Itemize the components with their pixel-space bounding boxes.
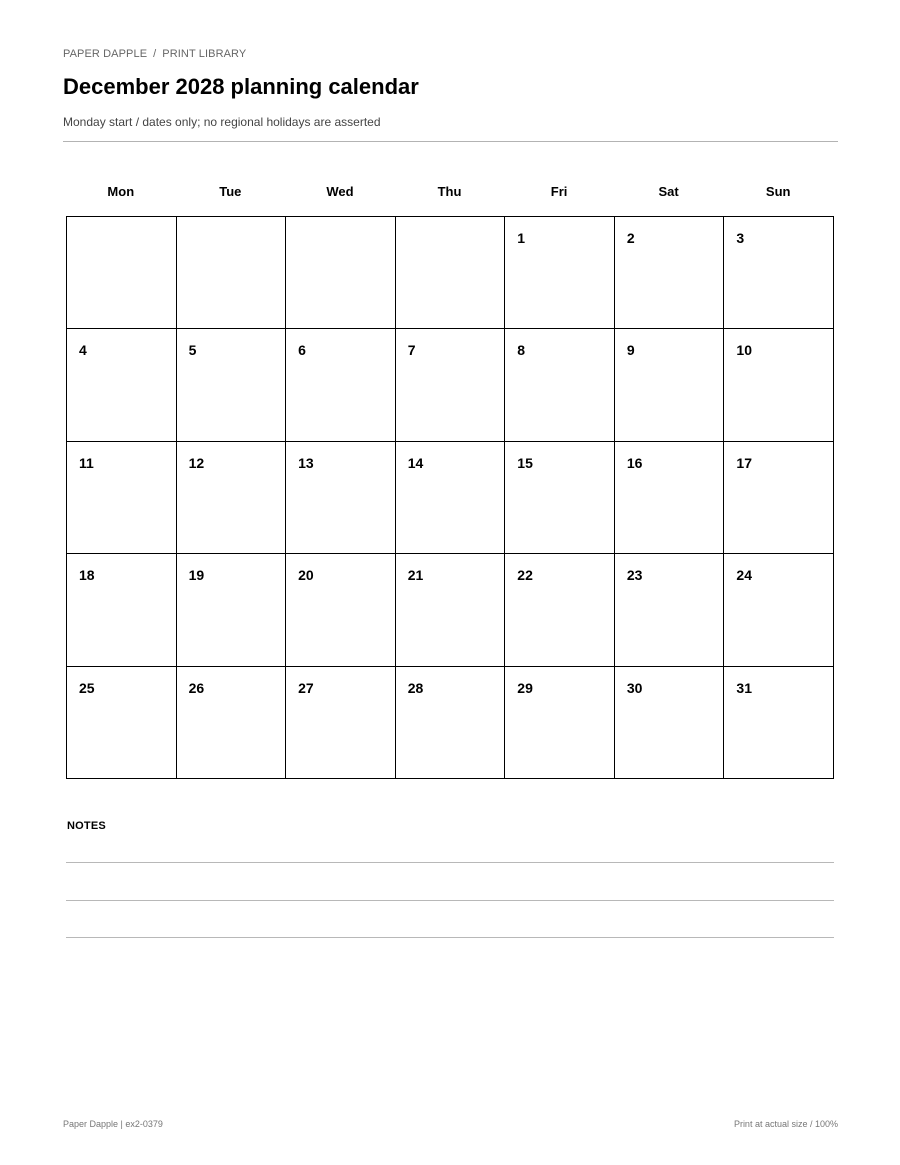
- weekday-header-row: [66, 184, 833, 199]
- day-number: 12: [188, 454, 205, 471]
- empty-day-cell: [67, 217, 177, 329]
- breadcrumb-brand: PAPER DAPPLE: [63, 48, 148, 60]
- calendar-grid: [66, 216, 834, 779]
- day-cell: [67, 329, 177, 441]
- day-cell: [615, 217, 725, 329]
- day-number: 6: [298, 342, 306, 359]
- weekday-thu: Thu: [437, 184, 462, 199]
- day-cell: [286, 329, 396, 441]
- day-number: 27: [298, 679, 314, 696]
- day-cell: [177, 442, 287, 554]
- page-subtitle: Monday start / dates only; no regional holidays are asserted: [63, 115, 381, 129]
- day-cell: [286, 667, 396, 779]
- day-number: 4: [79, 342, 87, 359]
- day-cell: [177, 329, 287, 441]
- breadcrumb: [63, 48, 246, 60]
- day-cell: [505, 329, 615, 441]
- day-number: 9: [626, 342, 635, 359]
- day-cell: [396, 329, 506, 441]
- notes-label: NOTES: [67, 820, 106, 832]
- day-cell: [615, 667, 725, 779]
- header-divider: [63, 141, 838, 142]
- day-cell: [615, 442, 725, 554]
- day-number: 19: [188, 567, 205, 584]
- day-number: 28: [407, 679, 424, 696]
- weekday-wed: Wed: [326, 184, 354, 199]
- weekday-sun: Sun: [765, 184, 791, 199]
- day-number: 22: [517, 567, 533, 584]
- day-cell: [67, 667, 177, 779]
- empty-day-cell: [177, 217, 287, 329]
- day-cell: [505, 554, 615, 666]
- day-number: 18: [79, 567, 95, 584]
- weekday-tue: Tue: [219, 184, 242, 199]
- day-number: 24: [736, 567, 752, 584]
- day-cell: [396, 554, 506, 666]
- footer-document-id: Paper Dapple | ex2-0379: [63, 1119, 163, 1129]
- empty-day-cell: [286, 217, 396, 329]
- day-cell: [67, 554, 177, 666]
- day-number: 14: [407, 454, 424, 471]
- day-cell: [177, 667, 287, 779]
- day-cell: [724, 554, 834, 666]
- breadcrumb-section: PRINT LIBRARY: [162, 48, 247, 60]
- day-cell: [67, 442, 177, 554]
- day-number: 20: [298, 567, 314, 584]
- day-cell: [724, 442, 834, 554]
- day-number: 10: [736, 342, 752, 359]
- weekday-mon: Mon: [107, 184, 135, 199]
- day-cell: [724, 329, 834, 441]
- day-number: 21: [407, 567, 424, 584]
- day-number: 23: [626, 567, 643, 584]
- weekday-fri: Fri: [550, 184, 568, 199]
- day-number: 13: [298, 454, 314, 471]
- notes-line: [66, 862, 834, 863]
- footer-print-note: Print at actual size / 100%: [733, 1119, 838, 1129]
- day-cell: [505, 217, 615, 329]
- day-cell: [286, 442, 396, 554]
- day-number: 5: [188, 342, 197, 359]
- day-number: 16: [626, 454, 643, 471]
- day-cell: [286, 554, 396, 666]
- day-cell: [505, 442, 615, 554]
- day-number: 25: [79, 679, 95, 696]
- page-title: December 2028 planning calendar: [63, 74, 419, 99]
- notes-line: [66, 937, 834, 938]
- day-number: 1: [517, 230, 526, 246]
- day-number: 11: [79, 454, 94, 471]
- day-cell: [396, 667, 506, 779]
- breadcrumb-separator: /: [153, 48, 157, 60]
- day-cell: [505, 667, 615, 779]
- day-cell: [724, 667, 834, 779]
- day-number: 3: [736, 230, 745, 246]
- day-cell: [615, 329, 725, 441]
- notes-line: [66, 900, 834, 901]
- day-cell: [177, 554, 287, 666]
- day-number: 30: [626, 679, 643, 696]
- day-number: 29: [517, 679, 533, 696]
- day-cell: [396, 442, 506, 554]
- day-number: 7: [407, 342, 416, 359]
- day-number: 8: [517, 342, 526, 359]
- empty-day-cell: [396, 217, 506, 329]
- day-number: 15: [517, 454, 533, 471]
- day-cell: [615, 554, 725, 666]
- day-cell: [724, 217, 834, 329]
- day-number: 17: [736, 454, 752, 471]
- day-number: 2: [626, 230, 635, 246]
- weekday-sat: Sat: [658, 184, 679, 199]
- day-number: 31: [736, 679, 752, 696]
- day-number: 26: [188, 679, 205, 696]
